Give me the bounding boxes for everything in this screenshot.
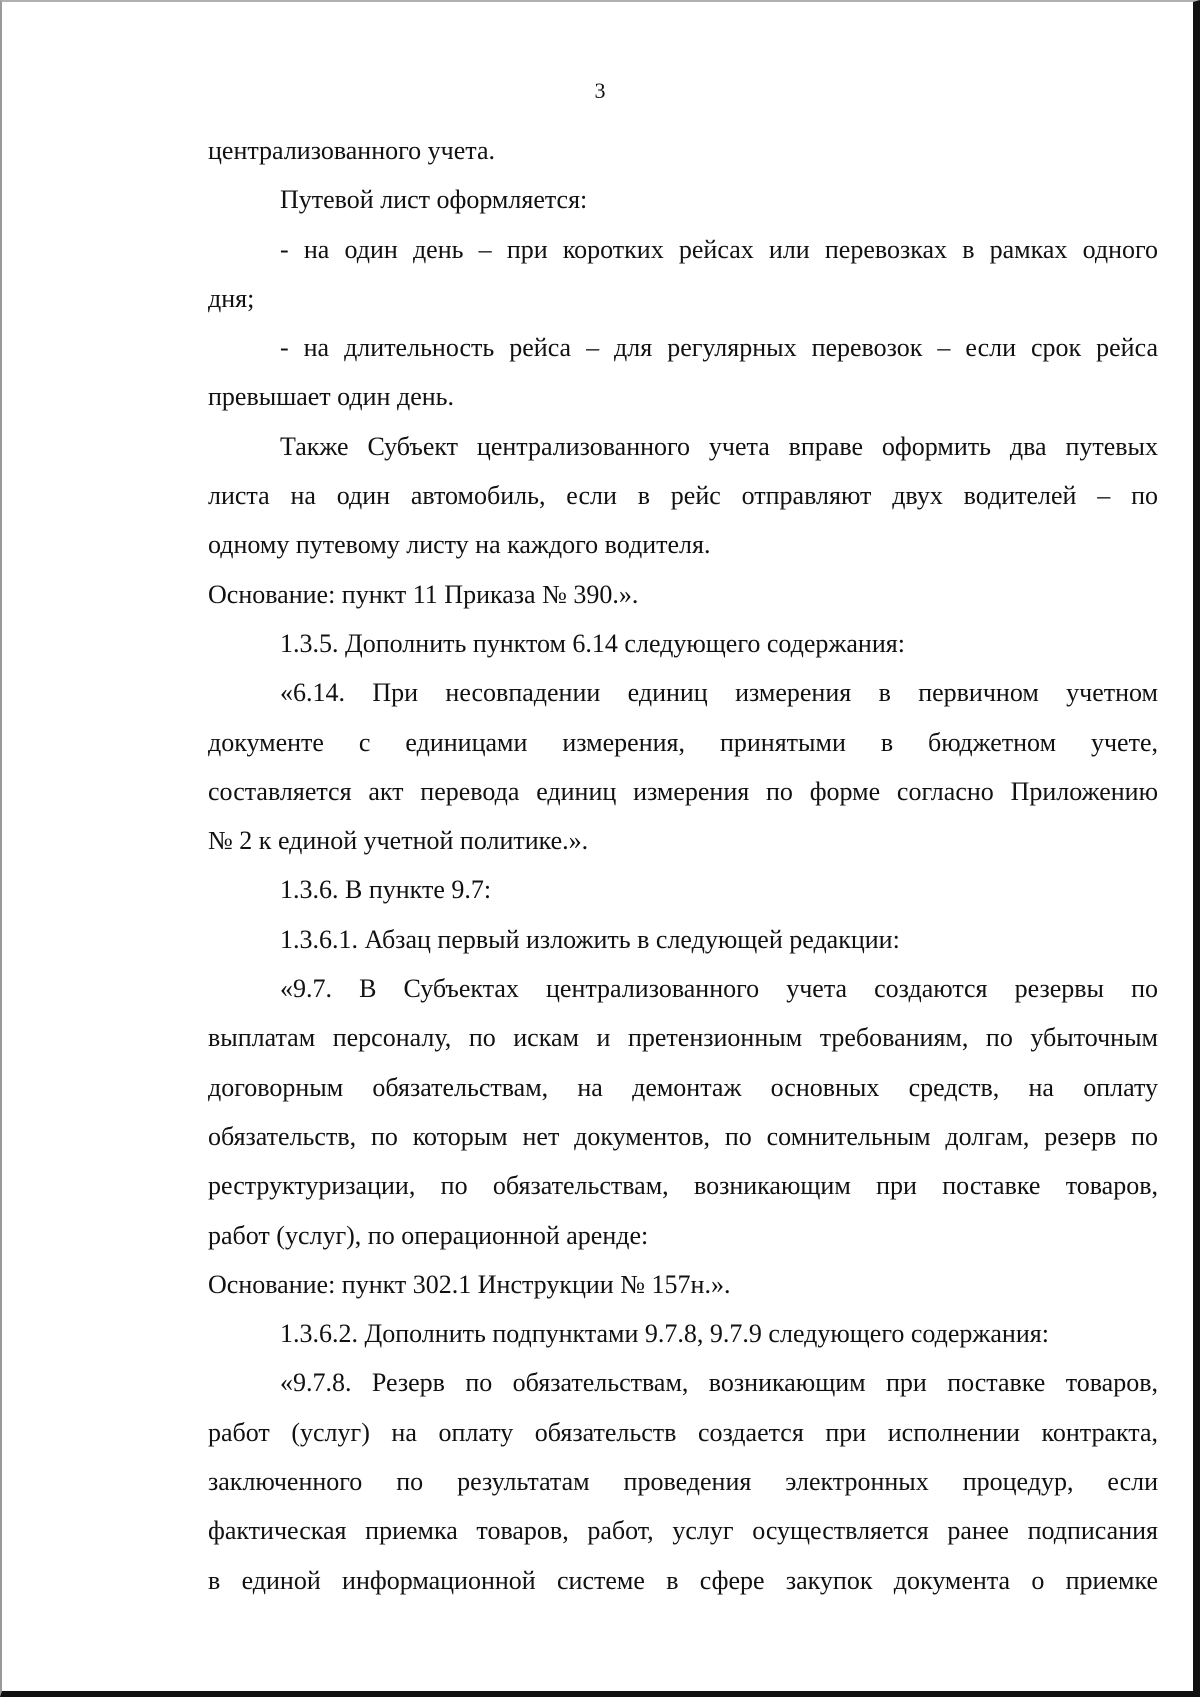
document-body [208, 131, 1158, 1610]
text-line: - на длительность рейса – для регулярных перевозок – если срок рейса [280, 333, 1158, 363]
text-line: одному путевому листу на каждого водителя. [208, 530, 711, 560]
text-line: 1.3.6. В пункте 9.7: [280, 875, 492, 905]
text-line: централизованного учета. [208, 136, 495, 165]
text-line: составляется акт перевода единиц измерения по форме согласно Приложению [208, 776, 1158, 806]
text-line: фактическая приемка товаров, работ, услуг осуществляется ранее подписания [208, 1516, 1158, 1546]
text-line: листа на один автомобиль, если в рейс отправляют двух водителей – по [208, 481, 1158, 511]
text-line: работ (услуг), по операционной аренде: [208, 1220, 649, 1250]
text-line: Путевой лист оформляется: [280, 185, 588, 215]
text-line: документе с единицами измерения, принятыми в бюджетном учете, [208, 727, 1158, 757]
text-line: 1.3.6.2. Дополнить подпунктами 9.7.8, 9.7.9 следующего содержания: [280, 1319, 1049, 1349]
text-line: превышает один день. [208, 382, 455, 412]
text-line: Также Субъект централизованного учета вправе оформить два путевых [280, 431, 1158, 461]
text-line: заключенного по результатам проведения электронных процедур, если [208, 1467, 1158, 1497]
text-line: 1.3.6.1. Абзац первый изложить в следующей редакции: [280, 924, 900, 954]
text-line: «6.14. При несовпадении единиц измерения в первичном учетном [280, 678, 1158, 708]
text-line: работ (услуг) на оплату обязательств создается при исполнении контракта, [208, 1417, 1158, 1447]
text-line: 1.3.5. Дополнить пунктом 6.14 следующего содержания: [280, 628, 905, 658]
text-line: выплатам персоналу, по искам и претензионным требованиям, по убыточным [208, 1023, 1158, 1053]
text-line: «9.7. В Субъектах централизованного учета создаются резервы по [280, 974, 1158, 1004]
page-number: 3 [594, 78, 606, 103]
text-line: Основание: пункт 302.1 Инструкции № 157н.». [208, 1269, 731, 1299]
text-line: № 2 к единой учетной политике.». [208, 826, 589, 856]
text-line: «9.7.8. Резерв по обязательствам, возникающим при поставке товаров, [280, 1368, 1158, 1398]
text-line: реструктуризации, по обязательствам, возникающим при поставке товаров, [208, 1171, 1158, 1201]
text-line: Основание: пункт 11 Приказа № 390.». [208, 579, 639, 609]
text-line: обязательств, по которым нет документов, по сомнительным долгам, резерв по [208, 1121, 1158, 1151]
text-line: дня; [208, 283, 255, 313]
text-line: договорным обязательствам, на демонтаж основных средств, на оплату [208, 1072, 1158, 1102]
text-line: в единой информационной системе в сфере закупок документа о приемке [208, 1565, 1158, 1595]
text-line: - на один день – при коротких рейсах или перевозках в рамках одного [280, 234, 1158, 264]
